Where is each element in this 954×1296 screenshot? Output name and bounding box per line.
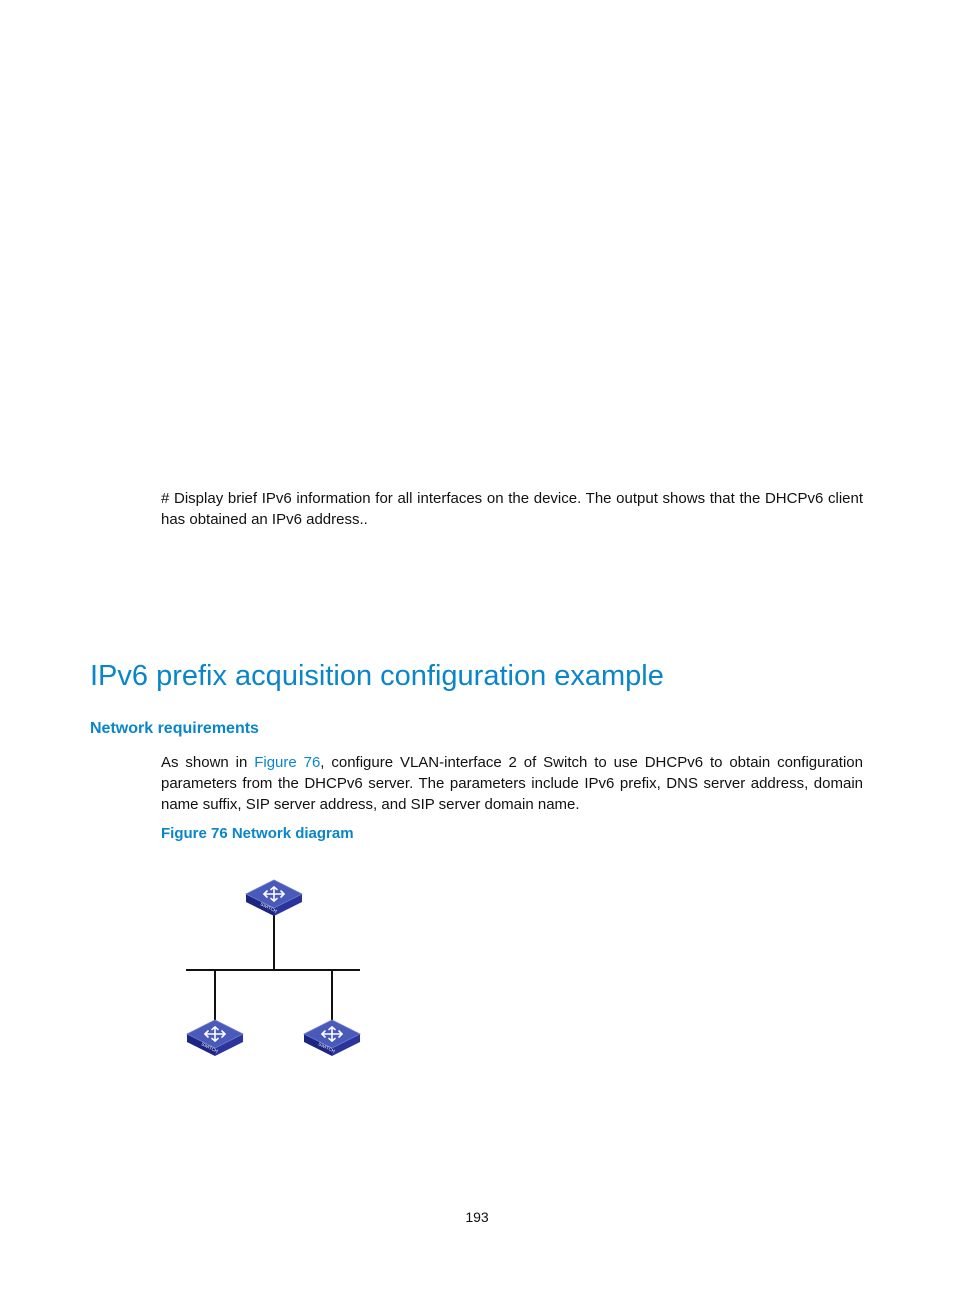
page-number: 193	[465, 1209, 489, 1225]
section-title: IPv6 prefix acquisition configuration example	[90, 660, 664, 692]
paragraph-text-start: As shown in	[161, 754, 255, 771]
network-links	[186, 914, 360, 1026]
switch-icon	[246, 880, 302, 916]
switch-icon	[187, 1020, 243, 1056]
switch-icon	[304, 1020, 360, 1056]
subsection-title: Network requirements	[90, 720, 259, 737]
figure-caption: Figure 76 Network diagram	[161, 825, 354, 842]
switch-label: SWITCH	[317, 1041, 336, 1054]
figure-link[interactable]: Figure 76	[254, 754, 321, 771]
switch-label: SWITCH	[259, 901, 278, 914]
switch-label: SWITCH	[200, 1041, 219, 1054]
network-diagram	[180, 868, 380, 1068]
intro-paragraph: # Display brief IPv6 information for all interfaces on the device. The output shows that the DHCPv6 client has obtained an IPv6 address..	[161, 490, 863, 528]
paragraph-text-end: , configure VLAN-interface 2 of Switch to use DHCPv6 to obtain configuration parameters from the DHCPv6 server. The parameters include IPv6 prefix, DNS server address, domain name suffix, SIP server address, and SIP server domain name.	[161, 754, 863, 813]
requirements-paragraph	[161, 752, 863, 815]
